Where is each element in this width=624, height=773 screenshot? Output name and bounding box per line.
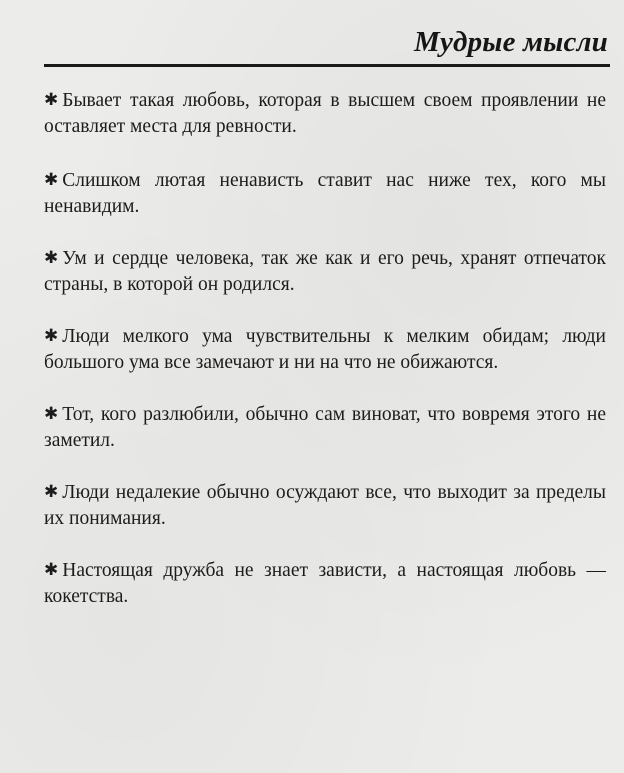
quote-item [44, 402, 606, 454]
quote-item [44, 246, 606, 298]
quote-text: Ум и сердце человека, так же как и его речь, хранят отпечаток страны, в которой он родился. [44, 248, 606, 295]
quote-text: Люди мелкого ума чувствительны к мелким обидам; люди большого ума все замечают и ни на что не обижаются. [44, 326, 606, 373]
section-header [44, 26, 610, 68]
quote-item [44, 558, 606, 610]
header-rule [44, 64, 610, 67]
quote-text: Люди недалекие обычно осуждают все, что выходит за пределы их понимания. [44, 482, 606, 529]
quote-text: Тот, кого разлюбили, обычно сам виноват, что вовремя этого не заметил. [44, 404, 606, 451]
quote-item [44, 168, 606, 220]
asterisk-icon: ✱ [44, 248, 59, 268]
quote-text: Слишком лютая ненависть ставит нас ниже тех, кого мы ненавидим. [44, 170, 606, 217]
asterisk-icon: ✱ [44, 560, 59, 580]
quote-text: Бывает такая любовь, которая в высшем своем проявлении не оставляет места для ревности. [44, 90, 606, 137]
asterisk-icon: ✱ [44, 404, 59, 424]
quote-text: Настоящая дружба не знает зависти, а настоящая любовь — кокетства. [44, 560, 606, 607]
quote-item [44, 88, 606, 140]
section-title: Мудрые мысли [414, 26, 608, 58]
asterisk-icon: ✱ [44, 90, 59, 110]
asterisk-icon: ✱ [44, 326, 59, 346]
quote-item [44, 480, 606, 532]
asterisk-icon: ✱ [44, 170, 59, 190]
quote-item [44, 324, 606, 376]
asterisk-icon: ✱ [44, 482, 59, 502]
quotes-list [44, 88, 606, 610]
